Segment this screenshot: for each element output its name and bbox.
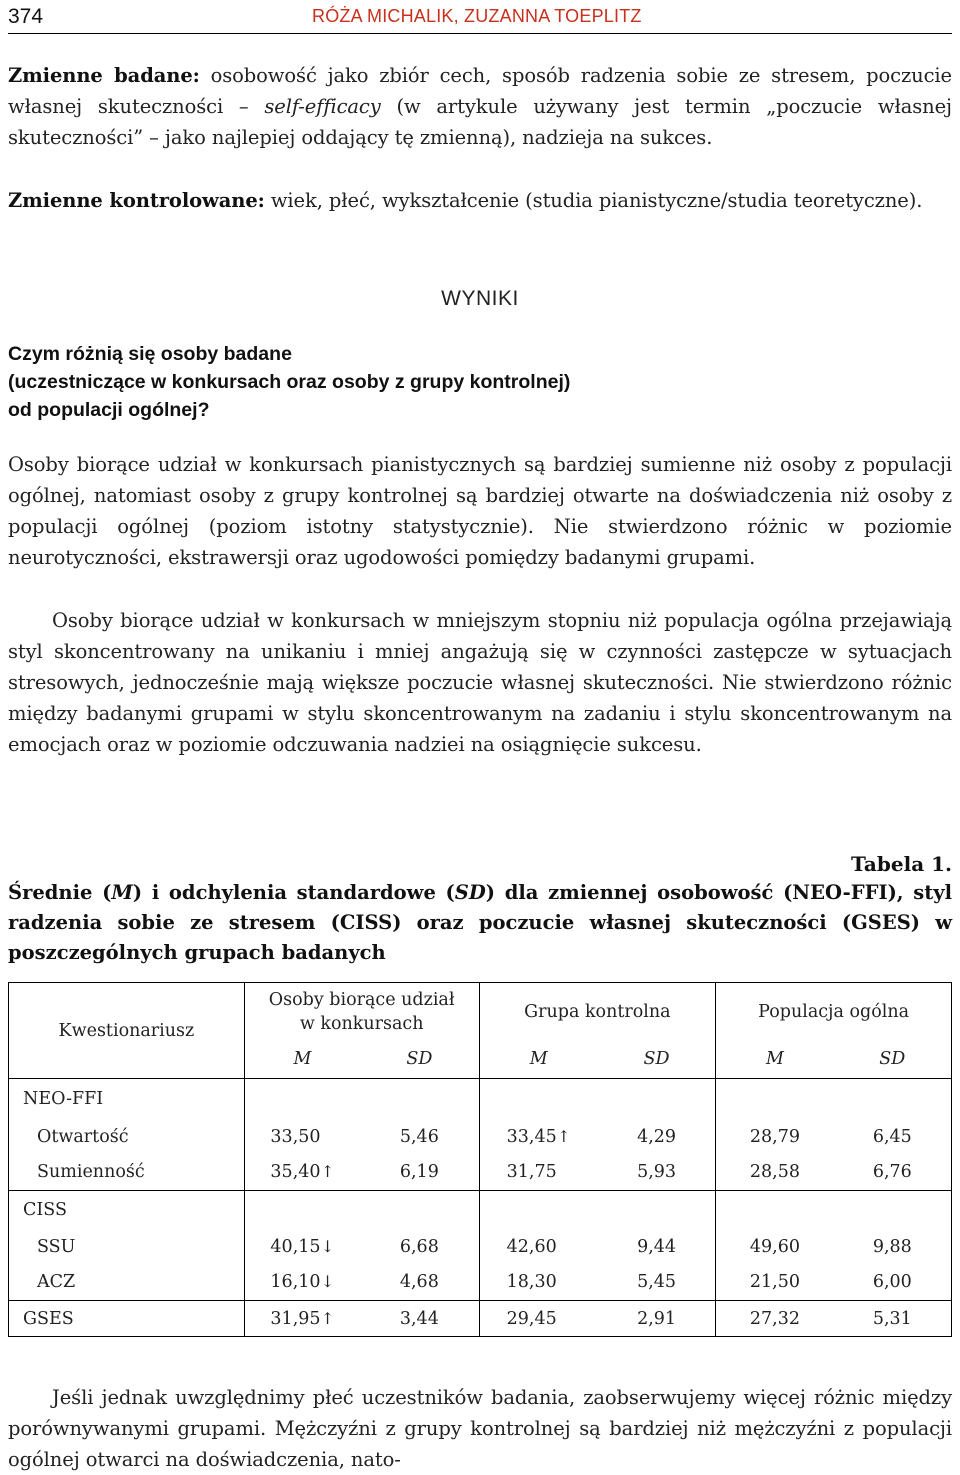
- cell-value: [479, 1265, 598, 1301]
- value: 42,60: [506, 1236, 557, 1257]
- group-label-neo: NEO-FFI: [9, 1079, 245, 1119]
- page-header: [8, 0, 952, 34]
- cell-value: [479, 1155, 598, 1191]
- header-general-population: Populacja ogólna: [716, 983, 952, 1041]
- value: 35,40: [270, 1162, 321, 1183]
- cell-value: 6,19: [360, 1155, 479, 1191]
- cell-value: 21,50: [716, 1265, 834, 1301]
- paragraph-variables: [8, 60, 952, 153]
- cell-value: [244, 1301, 360, 1337]
- arrow-down-icon: ↓: [320, 1236, 335, 1256]
- arrow-up-icon: ↑: [557, 1126, 571, 1146]
- table-row: [9, 1119, 952, 1155]
- question-line-3: od populacji ogólnej?: [8, 399, 210, 421]
- row-label-gses: GSES: [9, 1301, 245, 1337]
- cell-value: 6,00: [834, 1265, 952, 1301]
- header-sd-2: SD: [598, 1041, 716, 1079]
- arrow-up-icon: ↑: [320, 1308, 335, 1328]
- table-row: [9, 1229, 952, 1265]
- page-number: 374: [8, 5, 44, 28]
- header-competitors-line1: Osoby biorące udział: [268, 989, 455, 1010]
- header-m-3: M: [716, 1041, 834, 1079]
- table-row: [9, 1301, 952, 1337]
- cell-value: [479, 1301, 598, 1337]
- table-row: [9, 1265, 952, 1301]
- header-m-1: M: [244, 1041, 360, 1079]
- cell-value: 28,58: [716, 1155, 834, 1191]
- header-control-group: Grupa kontrolna: [479, 983, 716, 1041]
- value: 31,75: [506, 1162, 557, 1183]
- paragraph-personality-results: Osoby biorące udział w konkursach pianistycznych są bardziej sumienne niż osoby z populacji ogólnej, natomiast osoby z grupy kontrolnej są bardziej otwarte na doświadczenia niż osoby z populacji ogólnej (poziom istotny statystycznie). Nie stwierdzono różnic w poziomie neurotyczności, ekstrawersji oraz ugodowości pomiędzy badanymi grupami.: [8, 453, 952, 569]
- cell-value: 4,29: [637, 1126, 677, 1147]
- cell-value: 3,44: [360, 1301, 479, 1337]
- row-label-conscientiousness: Sumienność: [9, 1155, 245, 1191]
- cell-value: [244, 1265, 360, 1301]
- running-head-authors: RÓŻA MICHALIK, ZUZANNA TOEPLITZ: [312, 6, 642, 26]
- results-table: [8, 982, 952, 1337]
- cell-value: 5,93: [598, 1155, 716, 1191]
- value: 31,95: [270, 1308, 321, 1329]
- arrow-up-icon: ↑: [320, 1162, 335, 1182]
- table-row: [9, 1155, 952, 1191]
- header-sd-3: SD: [834, 1041, 952, 1079]
- label-studied-variables: Zmienne badane:: [8, 64, 200, 87]
- cell-value: 5,46: [399, 1126, 439, 1147]
- subsection-question: [8, 340, 952, 424]
- term-self-efficacy: self-efficacy: [264, 95, 381, 118]
- cell-value: 9,88: [834, 1229, 952, 1265]
- arrow-down-icon: ↓: [320, 1272, 335, 1292]
- question-line-1: Czym różnią się osoby badane: [8, 343, 292, 365]
- cell-value: 49,60: [716, 1229, 834, 1265]
- paragraph-gender-differences: Jeśli jednak uwzględnimy płeć uczestników badania, zaobserwujemy więcej różnic między porównywanymi grupami. Mężczyźni z grupy kontrolnej są bardziej niż mężczyźni z populacji ogólnej otwarci na doświadczenia, nato-: [8, 1386, 952, 1471]
- row-label-openness: Otwartość: [9, 1119, 245, 1155]
- caption-part-c: ) dla zmiennej osobowość (NEO-FFI), styl radzenia sobie ze stresem (CISS) oraz poczucie własnej skuteczności (GSES) w poszczególnych grupach badanych: [8, 881, 953, 964]
- row-label-ssu: SSU: [9, 1229, 245, 1265]
- cell-value: 6,76: [834, 1155, 952, 1191]
- header-competitors: [244, 983, 479, 1041]
- cell-value: 6,68: [399, 1236, 439, 1257]
- header-questionnaire: Kwestionariusz: [9, 983, 245, 1079]
- cell-value: [244, 1119, 360, 1155]
- value: 18,30: [506, 1272, 557, 1293]
- section-title: WYNIKI: [441, 287, 519, 310]
- cell-value: [479, 1119, 598, 1155]
- header-competitors-line2: w konkursach: [299, 1013, 424, 1034]
- cell-value: 27,32: [716, 1301, 834, 1337]
- cell-value: [244, 1155, 360, 1191]
- cell-value: 2,91: [598, 1301, 716, 1337]
- caption-sd: SD: [454, 881, 486, 904]
- table-row: [9, 1191, 952, 1229]
- group-label-ciss: CISS: [9, 1191, 245, 1229]
- table-caption: [8, 878, 952, 968]
- cell-value: 6,45: [834, 1119, 952, 1155]
- text-studied-variables-a: osobowość jako zbiór cech, sposób radzenia sobie ze stresem, poczucie własnej skuteczności –: [8, 64, 952, 118]
- row-label-acz: ACZ: [9, 1265, 245, 1301]
- caption-part-b: ) i odchylenia standardowe (: [132, 881, 455, 904]
- caption-part-a: Średnie (: [8, 881, 112, 904]
- value: 29,45: [506, 1308, 557, 1329]
- table-number: Tabela 1.: [850, 852, 952, 876]
- value: 40,15: [270, 1236, 321, 1257]
- value: 16,10: [270, 1272, 321, 1293]
- cell-value: 5,45: [598, 1265, 716, 1301]
- cell-value: 9,44: [637, 1236, 677, 1257]
- cell-value: 5,31: [834, 1301, 952, 1337]
- header-m-2: M: [479, 1041, 598, 1079]
- question-line-2: (uczestniczące w konkursach oraz osoby z grupy kontrolnej): [8, 371, 571, 393]
- paragraph-controlled: [8, 185, 952, 216]
- cell-value: 28,79: [716, 1119, 834, 1155]
- value: 33,45: [506, 1126, 557, 1147]
- value: 33,50: [270, 1126, 321, 1147]
- cell-value: 4,68: [360, 1265, 479, 1301]
- cell-value: [244, 1229, 360, 1265]
- table-row: [9, 1079, 952, 1119]
- cell-value: [479, 1229, 598, 1265]
- text-studied-variables-b: (w artykule używany jest termin „poczucie własnej skuteczności” – jako najlepiej oddający tę zmienną), nadzieja na sukces.: [8, 95, 952, 149]
- header-sd-1: SD: [360, 1041, 479, 1079]
- caption-m: M: [111, 881, 133, 904]
- text-controlled-variables: wiek, płeć, wykształcenie (studia pianistyczne/studia teoretyczne).: [264, 189, 923, 212]
- paragraph-stress-results: Osoby biorące udział w konkursach w mniejszym stopniu niż populacja ogólna przejawiają styl skoncentrowany na unikaniu i mniej angażują się w czynności zastępcze w sytuacjach stresowych, jednocześnie mają większe poczucie własnej skuteczności. Nie stwierdzono różnic między badanymi grupami w stylu skoncentrowanym na zadaniu i stylu skoncentrowanym na emocjach oraz w poziomie odczuwania nadziei na osiągnięcie sukcesu.: [8, 609, 952, 756]
- label-controlled-variables: Zmienne kontrolowane:: [8, 189, 265, 212]
